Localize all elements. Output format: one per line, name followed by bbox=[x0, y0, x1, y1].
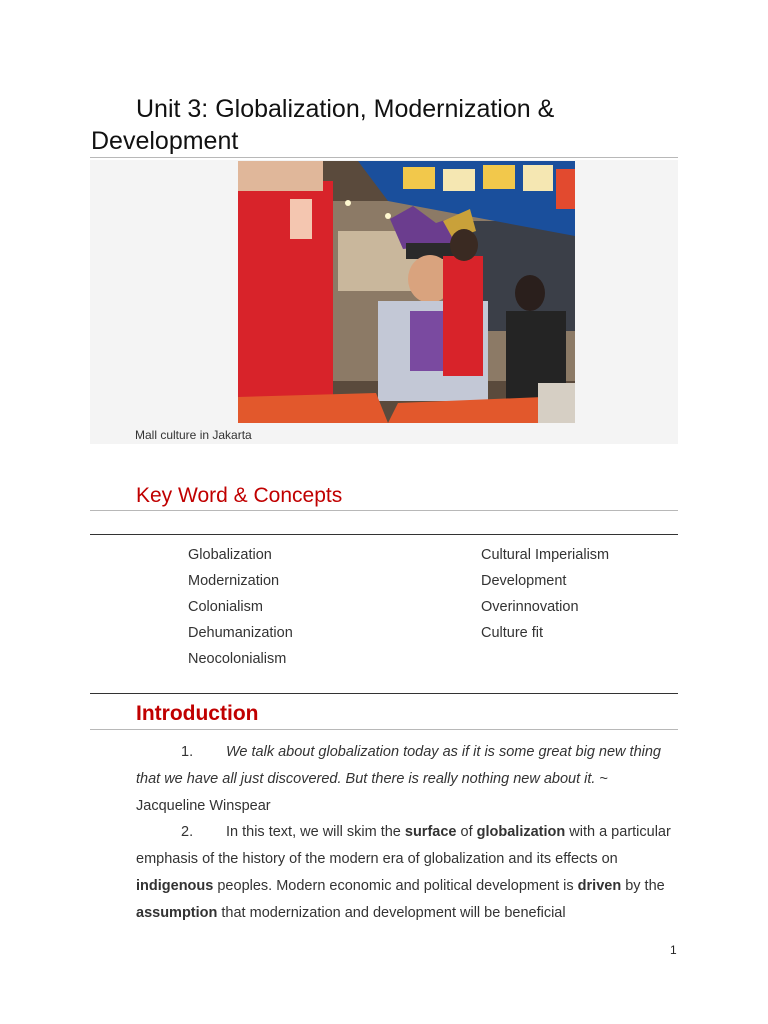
keyword-item: Cultural Imperialism bbox=[481, 547, 610, 563]
keywords-table-bottom-border bbox=[90, 693, 678, 694]
paragraph-2-text: peoples. Modern economic and political development is bbox=[213, 877, 578, 894]
paragraph-2-text: by the bbox=[621, 877, 665, 894]
keywords-heading-divider bbox=[90, 510, 678, 511]
keywords-left-column bbox=[188, 542, 293, 672]
paragraph-2 bbox=[136, 819, 681, 926]
page-title bbox=[91, 93, 681, 157]
title-line-1: Unit 3: Globalization, Modernization & bbox=[136, 95, 555, 123]
figure-caption: Mall culture in Jakarta bbox=[135, 428, 252, 442]
paragraph-2-text: of bbox=[456, 824, 477, 841]
paragraph-1 bbox=[136, 739, 681, 819]
page-number: 1 bbox=[670, 943, 677, 957]
keyword-item: Colonialism bbox=[188, 599, 263, 615]
paragraph-2-bold: indigenous bbox=[136, 877, 214, 894]
paragraph-2-bold: surface bbox=[404, 824, 457, 841]
keyword-item: Globalization bbox=[188, 547, 272, 563]
keyword-item: Development bbox=[481, 573, 567, 589]
figure bbox=[90, 160, 678, 444]
keyword-item: Modernization bbox=[188, 573, 280, 589]
keywords-heading: Key Word & Concepts bbox=[136, 484, 343, 507]
paragraph-2-bold: driven bbox=[577, 877, 622, 894]
paragraph-2-bold: globalization bbox=[476, 824, 566, 841]
title-line-2: Development bbox=[91, 127, 239, 155]
introduction-heading-divider bbox=[90, 729, 678, 730]
keywords-right-column bbox=[481, 542, 609, 646]
paragraph-1-number: 1. bbox=[181, 744, 194, 760]
paragraph-2-text: that modernization and development will be beneficial bbox=[217, 904, 566, 921]
mall-photo bbox=[238, 161, 575, 423]
paragraph-1-quote: We talk about globalization today as if it is some great big new thing that we have all just discovered. But there is really nothing new about it. bbox=[136, 744, 661, 787]
keywords-table-top-border bbox=[90, 534, 678, 535]
keyword-item: Culture fit bbox=[481, 625, 544, 641]
paragraph-1-attribution: ~ Jacqueline Winspear bbox=[136, 770, 608, 814]
introduction-heading: Introduction bbox=[136, 702, 259, 725]
paragraph-2-number: 2. bbox=[181, 824, 194, 841]
title-divider bbox=[90, 157, 678, 158]
keyword-item: Dehumanization bbox=[188, 625, 293, 641]
keyword-item: Overinnovation bbox=[481, 599, 579, 615]
paragraph-2-text: In this text, we will skim the bbox=[226, 824, 405, 841]
paragraph-2-text: with a particular emphasis of the history of the modern era of globalization and its effects on bbox=[136, 824, 671, 868]
introduction-body bbox=[136, 739, 681, 927]
paragraph-2-bold: assumption bbox=[136, 904, 218, 921]
keyword-item: Neocolonialism bbox=[188, 651, 287, 667]
